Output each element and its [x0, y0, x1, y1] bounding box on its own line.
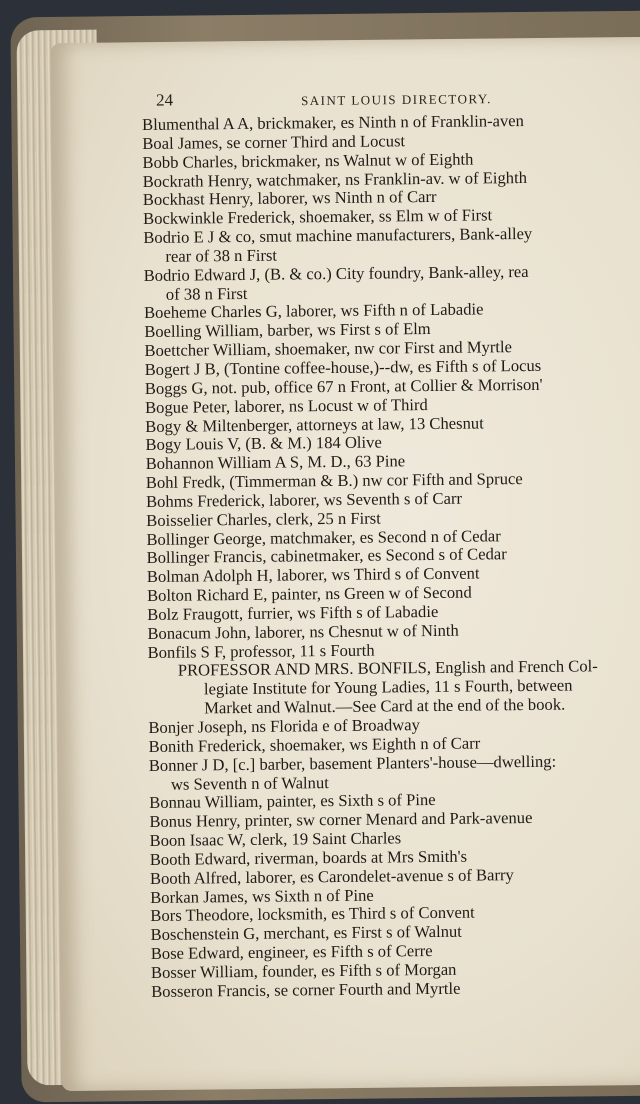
- directory-entry-line: ws Seventh n of Walnut: [170, 772, 329, 794]
- directory-entry-line: Bonus Henry, printer, sw corner Menard and Park-avenue: [149, 808, 533, 832]
- directory-entry-line: Bockhast Henry, laborer, ws Ninth n of Carr: [142, 187, 437, 210]
- directory-entry-line: Boeheme Charles G, laborer, ws Fifth n of Labadie: [143, 299, 484, 323]
- directory-entry-line: Boal James, se corner Third and Locust: [142, 131, 406, 153]
- directory-entry-line: Bohl Fredk, (Timmerman & B.) nw cor Fifth and Spruce: [145, 469, 523, 493]
- directory-entry-line: Bonnau William, painter, es Sixth s of Pine: [149, 790, 436, 813]
- directory-entry-line: Bohms Frederick, laborer, ws Seventh s of Carr: [145, 488, 463, 511]
- directory-entry-line: Bosser William, founder, es Fifth s of Morgan: [150, 959, 457, 982]
- directory-entry-line: Bockwinkle Frederick, shoemaker, ss Elm w of First: [142, 205, 493, 229]
- directory-entry-line: Bogy & Miltenberger, attorneys at law, 13 Chesnut: [145, 412, 484, 436]
- directory-entry-line: Bosseron Francis, se corner Fourth and Myrtle: [151, 978, 461, 1001]
- directory-entry-line: Boon Isaac W, clerk, 19 Saint Charles: [149, 828, 402, 851]
- directory-entry-line: Bodrio Edward J, (B. & co.) City foundry, Bank-alley, rea: [143, 261, 529, 285]
- directory-entry-line: Bollinger Francis, cabinetmaker, es Second s of Cedar: [146, 544, 507, 568]
- directory-entry-line: Bobb Charles, brickmaker, ns Walnut w of Eighth: [142, 149, 474, 172]
- directory-entry-line: Bogy Louis V, (B. & M.) 184 Olive: [145, 432, 382, 455]
- directory-entry-line: rear of 38 n First: [165, 245, 278, 266]
- page-header: [156, 83, 640, 112]
- directory-entry-line: Bockrath Henry, watchmaker, ns Franklin-av. w of Eighth: [142, 167, 528, 191]
- directory-entry-line: Boelling William, barber, ws First s of Elm: [144, 319, 431, 342]
- directory-entry-line: Bonfils S F, professor, 11 s Fourth: [147, 640, 375, 662]
- directory-entry-line: Bogue Peter, laborer, ns Locust w of Third: [144, 394, 428, 417]
- directory-entry-line: Bors Theodore, locksmith, es Third s of Convent: [150, 902, 475, 926]
- directory-entry-line: Boisselier Charles, clerk, 25 n First: [146, 508, 381, 530]
- directory-entries: [142, 110, 640, 1001]
- directory-entry-line: Bose Edward, engineer, es Fifth s of Cerre: [150, 941, 433, 964]
- directory-entry-line: Bonacum John, laborer, ns Chesnut w of Ninth: [147, 620, 459, 643]
- directory-entry-line: Bodrio E J & co, smut machine manufacturers, Bank-alley: [143, 223, 533, 248]
- directory-entry-line: Blumenthal A A, brickmaker, es Ninth n of Franklin-aven: [141, 111, 525, 134]
- directory-entry-line: Bonith Frederick, shoemaker, ws Eighth n of Carr: [148, 733, 481, 756]
- directory-entry-line: Bolton Richard E, painter, ns Green w of Second: [146, 582, 472, 606]
- directory-entry-line: Boggs G, not. pub, office 67 n Front, at Collier & Morrison': [144, 374, 543, 398]
- page-number: 24: [155, 90, 174, 110]
- directory-entry-line: Boschenstein G, merchant, es First s of Walnut: [150, 921, 462, 945]
- directory-entry-line: Bolman Adolph H, laborer, ws Third s of Convent: [146, 563, 480, 587]
- directory-entry-line: Market and Walnut.—See Card at the end of the book.: [204, 694, 566, 718]
- running-head: SAINT LOUIS DIRECTORY.: [300, 91, 492, 109]
- directory-entry-line: Boettcher William, shoemaker, nw cor First and Myrtle: [144, 337, 513, 361]
- directory-entry-line: Bogert J B, (Tontine coffee-house,)--dw, es Fifth s of Locus: [144, 355, 542, 379]
- directory-entry-line: of 38 n First: [165, 283, 248, 304]
- directory-entry-line: Booth Alfred, laborer, es Carondelet-avenue s of Barry: [149, 864, 514, 888]
- directory-entry-line: Bohannon William A S, M. D., 63 Pine: [145, 451, 406, 474]
- directory-entry-line: PROFESSOR AND MRS. BONFILS, English and French Col-: [177, 656, 598, 681]
- directory-entry-line: Bolz Fraugott, furrier, ws Fifth s of Labadie: [147, 601, 439, 624]
- directory-entry-line: legiate Institute for Young Ladies, 11 s Fourth, between: [203, 675, 573, 699]
- directory-entry-line: Borkan James, ws Sixth n of Pine: [150, 885, 374, 907]
- directory-entry-line: Bonjer Joseph, ns Florida e of Broadway: [148, 715, 420, 737]
- directory-entry-line: Bollinger George, matchmaker, es Second n of Cedar: [146, 525, 501, 549]
- directory-entry-line: Bonner J D, [c.] barber, basement Planters'-house—dwelling:: [148, 751, 557, 775]
- directory-entry-line: Booth Edward, riverman, boards at Mrs Smith's: [149, 846, 468, 869]
